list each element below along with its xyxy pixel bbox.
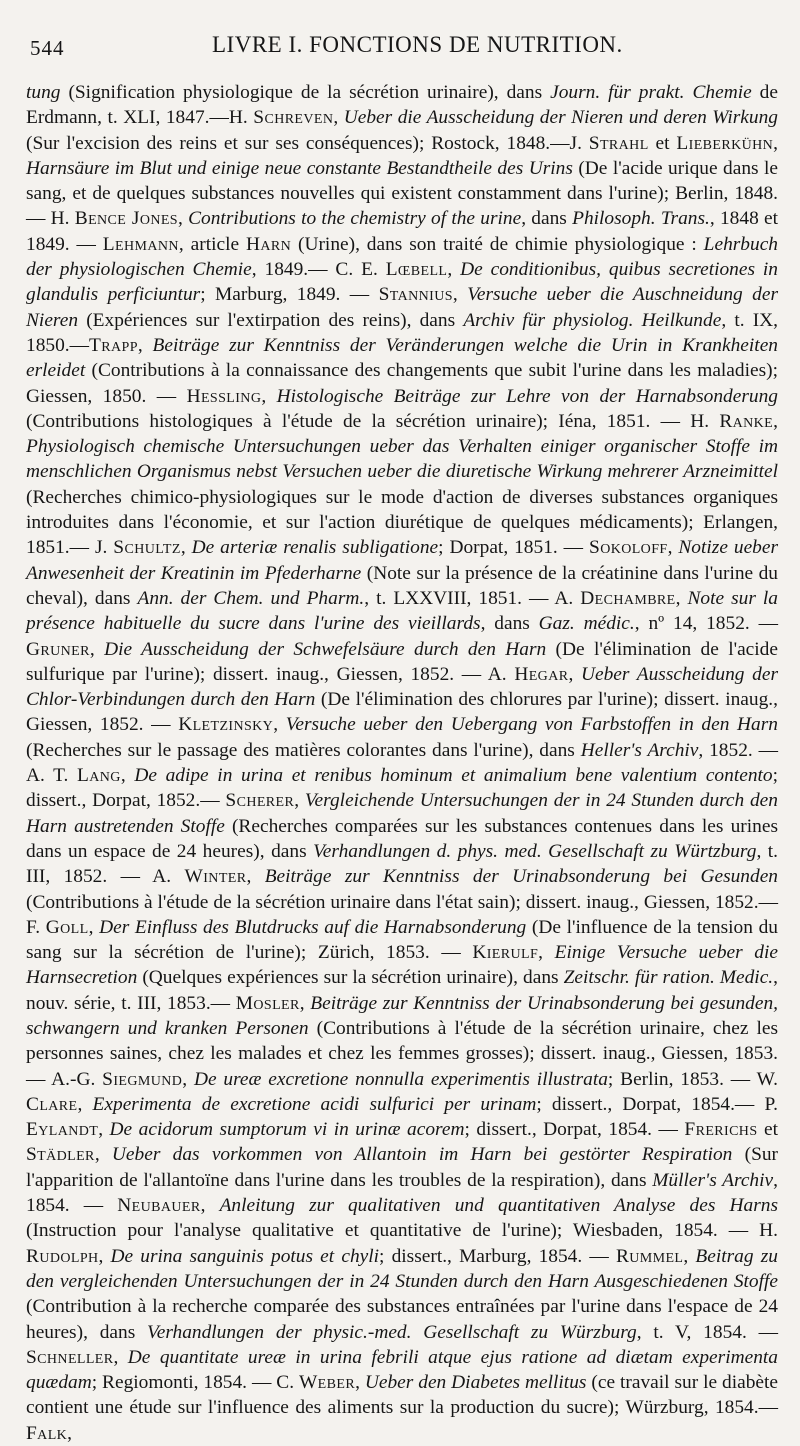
title-text: Contributions to the chemistry of the urine <box>188 208 522 230</box>
title-text: De urina sanguinis potus et chyli <box>110 1245 380 1267</box>
body-text-run: , <box>98 1119 110 1141</box>
body-text-run: , <box>98 1245 111 1267</box>
body-text-run: , <box>447 259 461 281</box>
body-text-run: , <box>137 334 153 356</box>
title-text: Beitrag zu den vergleichenden Untersuchungen der in 24 Stunden durch den Harn Ausgeschiedenen Stoffe <box>26 1245 778 1292</box>
bibliography-paragraph <box>26 80 778 1446</box>
body-text-run: , <box>77 1093 93 1115</box>
body-text-run: , 1849.— C. E. <box>251 259 386 281</box>
body-text-run: (ce travail sur le diabète contient une étude sur l'influence des aliments sur la production du sucre); Würzburg, 1854.— <box>26 1372 778 1419</box>
title-text: De ureæ excretione nonnulla experimentis illustrata <box>193 1068 608 1090</box>
body-text-run: , <box>683 1245 696 1267</box>
author-name: Frerichs <box>684 1119 758 1141</box>
title-text: tung <box>26 82 61 103</box>
author-name: Lehmann <box>102 233 179 255</box>
body-text-run: ; Regiomonti, 1854. — C. <box>91 1372 299 1394</box>
running-head: LIVRE I. FONCTIONS DE NUTRITION. <box>212 32 623 57</box>
title-text: Verhandlungen d. phys. med. Gesellschaft zu Würtzburg <box>313 840 757 862</box>
body-text-run: (Contributions à l'étude de la sécrétion urinaire, chez les personnes saines, chez les malades et chez les femmes grosses); dissert. inaug., Giessen, 1853. — A.-G. <box>26 1017 779 1090</box>
body-text-run: , 1854. — <box>26 1169 778 1217</box>
title-text: Ueber Ausscheidung der Chlor-Verbindungen durch den Harn <box>26 663 778 711</box>
body-text-run: de Erdmann, t. XLI, 1847.—H. <box>26 82 778 129</box>
title-text: Ueber die Ausscheidung der Nieren und deren Wirkung <box>343 107 779 129</box>
body-text-run: ; Dorpat, 1851. — <box>438 537 590 559</box>
body-text-run: , <box>568 663 581 685</box>
title-text: De adipe in urina et renibus hominum et animalium bene valentium contento <box>134 765 773 787</box>
title-text: Beiträge zur Kenntniss der Urinabsonderung bei gesunden, schwangern und kranken Personen <box>26 992 778 1039</box>
author-name: Falk <box>26 1422 68 1444</box>
body-text-run: , article <box>178 233 246 255</box>
author-name: Dechambre <box>580 587 676 609</box>
body-text-run: (De l'élimination des chlorures par l'urine); dissert. inaug., Giessen, 1852. — <box>26 689 778 736</box>
body-text-run: , nº 14, 1852. — <box>634 613 778 635</box>
author-name: Goll <box>45 916 89 938</box>
body-text-run: ; dissert., Dorpat, 1854. — <box>464 1119 685 1141</box>
title-text: Physiologisch chemische Untersuchungen ueber das Verhalten einiger organischer Stoffe im menschlichen Organismus nebst Versuchen ueber die diuretische Wirkung mehrerer Arzneimittel <box>26 436 778 483</box>
body-text-run: , <box>452 284 468 306</box>
title-text: Anleitung zur qualitativen und quantitativen Analyse des Harns <box>219 1195 778 1217</box>
title-text: Lehrbuch der physiologischen Chemie <box>26 233 778 281</box>
author-name: Lœbell <box>385 259 448 281</box>
body-text-run: ; dissert., Marburg, 1854. — <box>379 1245 616 1267</box>
title-text: Versuche ueber den Uebergang von Farbstoffen in den Harn <box>285 714 778 736</box>
title-text: Ann. der Chem. und Pharm. <box>137 587 365 609</box>
author-name: Gruner <box>26 638 90 660</box>
body-text-run: (Expériences sur l'extirpation des reins), dans <box>78 309 464 331</box>
body-text-run: et <box>648 132 677 154</box>
title-text: Philosoph. Trans. <box>572 208 710 230</box>
title-text: Archiv für physiolog. Heilkunde <box>463 309 722 331</box>
author-name: Bence Jones <box>74 208 178 230</box>
author-name: Trapp <box>89 334 138 356</box>
body-text-run: (Quelques expériences sur la sécrétion urinaire), dans <box>137 967 564 989</box>
author-name: Strahl <box>588 132 649 154</box>
body-text-run: , <box>261 385 277 407</box>
body-text-run: (Instruction pour l'analyse qualitative et quantitative de l'urine); Wiesbaden, 1854. — H. <box>26 1220 778 1242</box>
author-name: Eylandt <box>26 1119 99 1141</box>
body-text-run: (De l'acide urique dans le sang, et de quelques substances nouvelles qui existent constamment dans l'urine); Berlin, 1848.— H. <box>26 157 778 230</box>
body-text-run: , t. III, 1852. — A. <box>26 840 778 888</box>
body-text-run: , 1848 et 1849. — <box>26 208 779 255</box>
title-text: Vergleichende Untersuchungen der in 24 Stunden durch den Harn austretenden Stoffe <box>26 790 778 837</box>
body-text-run: , 1852. — A. T. <box>26 739 778 787</box>
title-text: Verhandlungen der physic.-med. Gesellschaft zu Würzburg <box>147 1321 637 1343</box>
author-name: Winter <box>184 866 247 888</box>
body-text-run: , <box>182 1068 194 1090</box>
title-text: Zeitschr. für ration. Medic. <box>563 967 774 989</box>
body-text-run: , <box>246 866 265 888</box>
body-text-run: (De l'élimination de l'acide sulfurique par l'urine); dissert. inaug., Giessen, 1852. — A. <box>26 638 778 685</box>
body-text-run: ; dissert., Dorpat, 1852.— <box>26 765 778 812</box>
body-text-run: (Signification physiologique de la sécrétion urinaire), dans <box>60 82 551 103</box>
title-text: De conditionibus, quibus secretiones in glandulis perficiuntur <box>26 259 778 306</box>
author-name: Kletzinsky <box>178 714 274 736</box>
body-text-run: , dans <box>521 208 573 230</box>
body-text-run: , <box>355 1372 365 1394</box>
body-text-run: , <box>180 537 192 559</box>
body-text-run: , <box>675 587 688 609</box>
body-text-run: , <box>178 208 189 230</box>
body-text-run: , <box>333 107 344 129</box>
body-text-run: , <box>667 537 679 559</box>
title-text: Notize ueber Anwesenheit der Kreatinin im Pfederharne <box>26 537 779 584</box>
author-name: Rudolph <box>26 1245 99 1267</box>
author-name: Hessling <box>186 385 262 407</box>
body-text-run: (Note sur la présence de la créatinine dans l'urine du cheval), dans <box>26 562 778 609</box>
body-text-run: (Recherches sur le passage des matières colorantes dans l'urine), dans <box>26 739 581 761</box>
body-text-run: , <box>273 714 286 736</box>
page-header <box>26 28 778 70</box>
body-text-run: ; Berlin, 1853. — W. <box>607 1068 778 1090</box>
body-text-run: , <box>773 410 778 432</box>
author-name: Stannius <box>378 284 453 306</box>
body-text-run: (Contribution à la recherche comparée des substances entraînées par l'urine dans l'espace de 24 heures), dans <box>26 1296 778 1343</box>
author-name: Harn <box>245 233 292 255</box>
title-text: Journ. für prakt. Chemie <box>550 82 752 103</box>
body-text-run: , <box>200 1195 220 1217</box>
author-name: Hegar <box>514 663 569 685</box>
title-text: Einige Versuche ueber die Harnsecretion <box>26 942 778 989</box>
title-text: Ueber das vorkommen von Allantoin im Harn bei gestörter Respiration <box>111 1144 733 1166</box>
title-text: Histologische Beiträge zur Lehre von der Harnabsonderung <box>276 385 778 407</box>
body-text-run: (Sur l'apparition de l'allantoïne dans l'urine dans les troubles de la respiration), dans <box>26 1144 779 1191</box>
title-text: Heller's Archiv <box>580 739 699 761</box>
title-text: Note sur la présence habituelle du sucre dans l'urine des vieillards <box>26 587 778 635</box>
title-text: Müller's Archiv <box>652 1169 774 1191</box>
title-text: Beiträge zur Kenntniss der Veränderungen welche die Urin in Krankheiten erleidet <box>26 334 778 382</box>
page-number: 544 <box>30 36 65 60</box>
author-name: Städler <box>26 1144 95 1166</box>
title-text: De arteriæ renalis subligatione <box>191 537 439 559</box>
body-text-run: , <box>294 790 305 812</box>
author-name: Lieberkühn <box>676 132 774 154</box>
title-text: Die Ausscheidung der Schwefelsäure durch den Harn <box>104 638 547 660</box>
body-text-run: , t. V, 1854. — <box>636 1321 778 1343</box>
body-text-run: (Contributions histologiques à l'étude de la sécrétion urinaire); Iéna, 1851. — H. <box>26 410 720 432</box>
body-text-run: , <box>299 992 311 1014</box>
body-text-run: , <box>773 132 778 154</box>
author-name: Clare <box>26 1093 78 1115</box>
title-text: Gaz. médic. <box>538 613 635 635</box>
body-text-run: , t. IX, 1850.— <box>26 309 779 356</box>
title-text: Der Einfluss des Blutdrucks auf die Harnabsonderung <box>99 916 527 938</box>
title-text: De quantitate ureæ in urina febrili atque ejus ratione ad diætam experimenta quædam <box>26 1346 778 1394</box>
body-text-run: , <box>94 1144 112 1166</box>
author-name: Schneller <box>26 1346 114 1368</box>
body-text-run: ; Marburg, 1849. — <box>200 284 379 306</box>
body-text-run: ; dissert., Dorpat, 1854.— P. <box>536 1093 778 1115</box>
author-name: Mosler <box>235 992 300 1014</box>
author-name: Weber <box>298 1372 356 1394</box>
body-text-run: , <box>113 1346 128 1368</box>
author-name: Ranke <box>719 410 774 432</box>
author-name: Sokoloff <box>589 537 668 559</box>
author-name: Lang <box>77 765 121 787</box>
body-text-run: (Contributions à la connaissance des changements que subit l'urine dans les maladies); Giessen, 1850. — <box>26 360 778 407</box>
body-text-run: (Sur l'excision des reins et sur ses conséquences); Rostock, 1848.—J. <box>26 132 589 154</box>
body-text-run: (Contributions à l'étude de la sécrétion urinaire dans l'état sain); dissert. inaug., Giessen, 1852.— F. <box>26 891 778 938</box>
author-name: Scherer <box>225 790 295 812</box>
body-text-run: (Recherches comparées sur les substances contenues dans les urines dans un espace de 24 heures), dans <box>26 815 778 862</box>
title-text: Versuche ueber die Auschneidung der Nieren <box>26 284 778 331</box>
author-name: Siegmund <box>102 1068 183 1090</box>
title-text: De acidorum sumptorum vi in urinæ acorem <box>109 1119 465 1141</box>
body-text-run: , <box>538 942 555 964</box>
author-name: Schreven <box>253 107 334 129</box>
author-name: Neubauer <box>117 1195 201 1217</box>
title-text: Ueber den Diabetes mellitus <box>364 1372 587 1394</box>
body-text-run: , <box>89 638 105 660</box>
title-text: Harnsäure im Blut und einige neue constante Bestandtheile des Urins <box>26 157 573 179</box>
body-text-run: , <box>120 765 135 787</box>
body-text-run: (Urine), dans son traité de chimie physiologique : <box>291 233 704 255</box>
title-text: Experimenta de excretione acidi sulfurici per urinam <box>92 1093 537 1115</box>
body-text-run: (Recherches chimico-physiologiques sur le mode d'action de diverses substances organiques introduites dans l'économie, et sur l'action diurétique de quelques médicaments); Erlangen, 1851.— J. <box>26 486 778 559</box>
author-name: Kierulf <box>472 942 539 964</box>
title-text: Beiträge zur Kenntniss der Urinabsonderung bei Gesunden <box>264 866 778 888</box>
body-text-run: , <box>67 1422 73 1444</box>
author-name: Rummel <box>615 1245 684 1267</box>
body-text-run: , <box>88 916 100 938</box>
author-name: Schultz <box>113 537 181 559</box>
body-text-run: (De l'influence de la tension du sang sur la sécrétion de l'urine); Zürich, 1853. — <box>26 916 778 964</box>
body-text-run: , nouv. série, t. III, 1853.— <box>26 967 779 1014</box>
body-text-run: , t. LXXVIII, 1851. — A. <box>364 587 581 609</box>
body-text-run: et <box>757 1119 778 1141</box>
body-text-run: , dans <box>480 613 539 635</box>
